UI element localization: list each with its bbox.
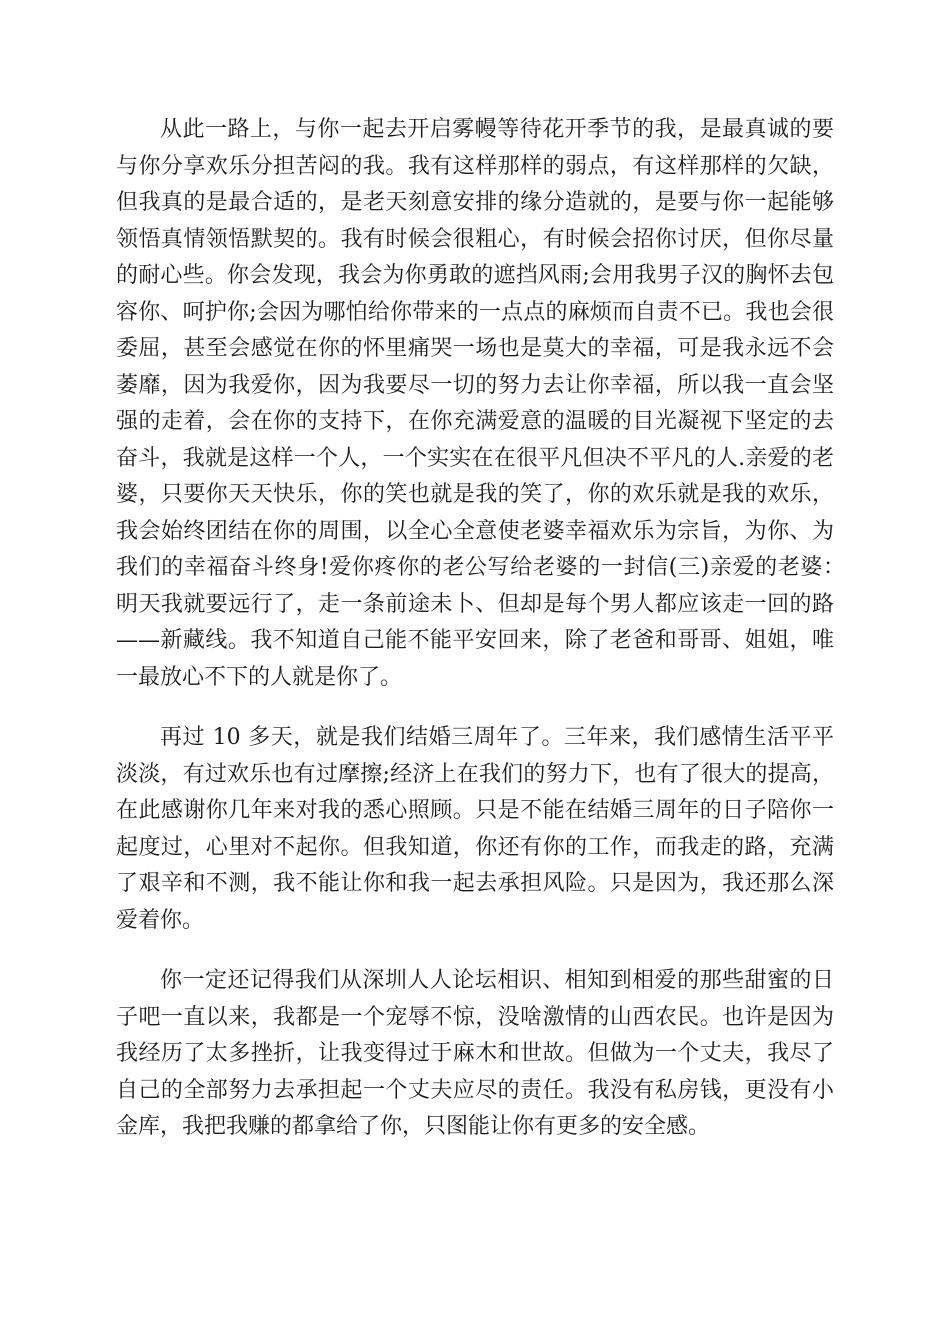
paragraph-1: 从此一路上，与你一起去开启雾幔等待花开季节的我，是最真诚的要与你分享欢乐分担苦闷的我。我有这样那样的弱点，有这样那样的欠缺，但我真的是最合适的，是老天刻意安排的缘分造就的，是要与你一起能够领悟真情领悟默契的。我有时候会很粗心，有时候会招你讨厌，但你尽量的耐心些。你会发现，我会为你勇敢的遮挡风雨;会用我男子汉的胸怀去包容你、呵护你;会因为哪怕给你带来的一点点的麻烦而自责不已。我也会很委屈，甚至会感觉在你的怀里痛哭一场也是莫大的幸福，可是我永远不会萎靡，因为我爱你，因为我要尽一切的努力去让你幸福，所以我一直会坚强的走着，会在你的支持下，在你充满爱意的温暖的目光凝视下坚定的去奋斗，我就是这样一个人，一个实实在在很平凡但决不平凡的人.亲爱的老婆，只要你天天快乐，你的笑也就是我的笑了，你的欢乐就是我的欢乐，我会始终团结在你的周围，以全心全意使老婆幸福欢乐为宗旨，为你、为我们的幸福奋斗终身!爱你疼你的老公写给老婆的一封信(三)亲爱的老婆： 明天我就要远行了，走一条前途未卜、但却是每个男人都应该走一回的路——新藏线。我不知道自己能不能平安回来，除了老爸和哥哥、姐姐，唯一最放心不下的人就是你了。: [116, 117, 879, 690]
paragraph-2: 再过 10 多天，就是我们结婚三周年了。三年来，我们感情生活平平淡淡，有过欢乐也有过摩擦;经济上在我们的努力下，也有了很大的提高，在此感谢你几年来对我的悉心照顾。只是不能在结婚三周年的日子陪你一起度过，心里对不起你。但我知道，你还有你的工作，而我走的路，充满了艰辛和不测，我不能让你和我一起去承担风险。只是因为，我还那么深爱着你。: [116, 725, 834, 933]
document-body: [116, 112, 879, 1170]
paragraph-3: 你一定还记得我们从深圳人人论坛相识、相知到相爱的那些甜蜜的日子吧一直以来，我都是一个宠辱不惊，没啥激情的山西农民。也许是因为我经历了太多挫折，让我变得过于麻木和世故。但做为一个丈夫，我尽了自己的全部努力去承担起一个丈夫应尽的责任。我没有私房钱，更没有小金库，我把我赚的都拿给了你，只图能让你有更多的安全感。: [116, 968, 834, 1139]
